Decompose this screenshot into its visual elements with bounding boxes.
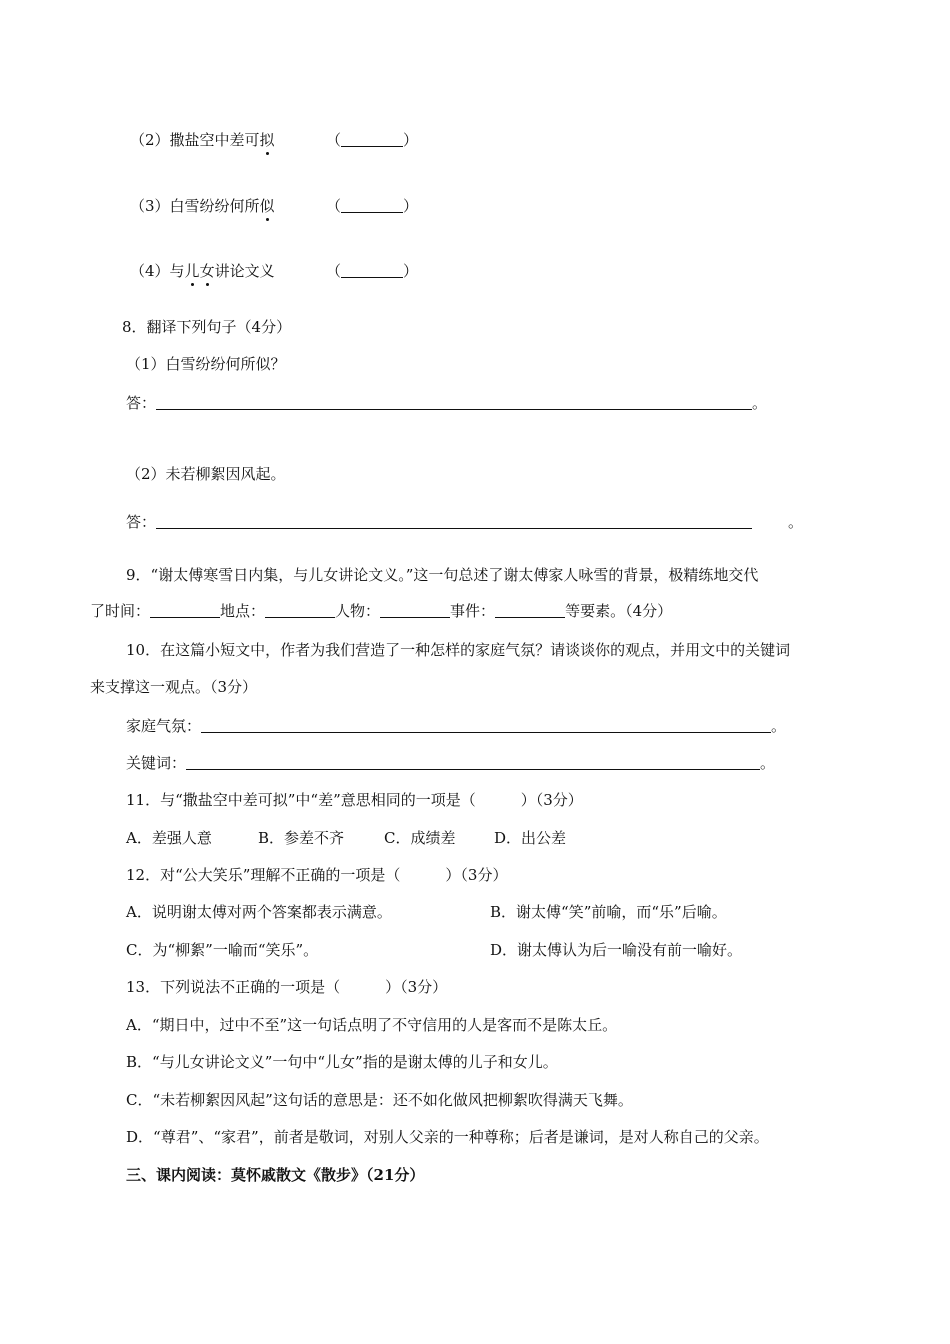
- q7-item-2: （2）撒盐空中差可拟 （ ）: [130, 131, 419, 149]
- emphasis-dot-char: 拟: [259, 131, 275, 149]
- q10-line-2: 来支撑这一观点。（3分）: [90, 678, 258, 696]
- q13-option-d: D．“尊君”、“家君”，前者是敬词，对别人父亲的一种尊称；后者是谦词，是对人称自己的父亲。: [126, 1128, 769, 1146]
- q7-item-4: （4）与儿女讲论文义 （ ）: [130, 262, 419, 280]
- answer-line[interactable]: [186, 753, 760, 770]
- emphasis-dot-char: 女: [199, 262, 215, 280]
- q13-option-a: A．“期日中，过中不至”这一句话点明了不守信用的人是客而不是陈太丘。: [126, 1016, 618, 1034]
- q13-option-b: B．“与儿女讲论文义”一句中“儿女”指的是谢太傅的儿子和女儿。: [126, 1053, 558, 1071]
- q12-stem: 12．对“公大笑乐”理解不正确的一项是（ ）（3分）: [126, 866, 508, 884]
- q13-stem: 13．下列说法不正确的一项是（ ）（3分）: [126, 978, 448, 996]
- answer-blank[interactable]: [265, 601, 335, 618]
- answer-blank[interactable]: [495, 601, 565, 618]
- q8-title: 8．翻译下列句子（4分）: [122, 318, 292, 336]
- q12-option-b: B．谢太傅“笑”前喻，而“乐”后喻。: [490, 903, 727, 921]
- answer-line[interactable]: [156, 512, 752, 529]
- q10-atmosphere: 家庭气氛： 。: [126, 717, 787, 735]
- answer-blank[interactable]: [380, 601, 450, 618]
- section-3-heading: 三、课内阅读：莫怀戚散文《散步》（21分）: [126, 1166, 425, 1184]
- q7-item-3: （3）白雪纷纷何所似 （ ）: [130, 197, 419, 215]
- q11-option-b: B．参差不齐: [258, 829, 345, 847]
- q11-option-d: D．出公差: [494, 829, 567, 847]
- answer-blank[interactable]: [150, 601, 220, 618]
- emphasis-dot-char: 儿: [184, 262, 200, 280]
- q13-option-c: C．“未若柳絮因风起”这句话的意思是：还不如化做风把柳絮吹得满天飞舞。: [126, 1091, 633, 1109]
- q9-line-1: 9．“谢太傅寒雪日内集，与儿女讲论文义。”这一句总述了谢太傅家人咏雪的背景，极精练地交代: [126, 566, 759, 584]
- q11-stem: 11．与“撒盐空中差可拟”中“差”意思相同的一项是（ ）（3分）: [126, 791, 583, 809]
- answer-line[interactable]: [156, 393, 752, 410]
- answer-blank[interactable]: [341, 196, 403, 213]
- q8-answer-1: 答： 。: [126, 394, 768, 412]
- q10-line-1: 10．在这篇小短文中，作者为我们营造了一种怎样的家庭气氛？请谈谈你的观点，并用文中的关键词: [126, 641, 791, 659]
- answer-blank[interactable]: [341, 130, 403, 147]
- q12-option-c: C．为“柳絮”一喻而“笑乐”。: [126, 941, 319, 959]
- answer-blank[interactable]: [341, 261, 403, 278]
- answer-line[interactable]: [201, 716, 771, 733]
- q11-option-c: C．成绩差: [384, 829, 456, 847]
- q8-sentence-2: （2）未若柳絮因风起。: [126, 465, 286, 483]
- q9-line-2: 了时间： 地点： 人物： 事件： 等要素。（4分）: [90, 602, 673, 620]
- q12-option-d: D．谢太傅认为后一喻没有前一喻好。: [490, 941, 743, 959]
- emphasis-dot-char: 似: [259, 197, 275, 215]
- q10-keywords: 关键词： 。: [126, 754, 776, 772]
- q8-answer-2: 答： 。: [126, 513, 804, 531]
- q11-option-a: A．差强人意: [126, 829, 212, 847]
- q8-sentence-1: （1）白雪纷纷何所似？: [126, 355, 286, 373]
- q12-option-a: A．说明谢太傅对两个答案都表示满意。: [126, 903, 392, 921]
